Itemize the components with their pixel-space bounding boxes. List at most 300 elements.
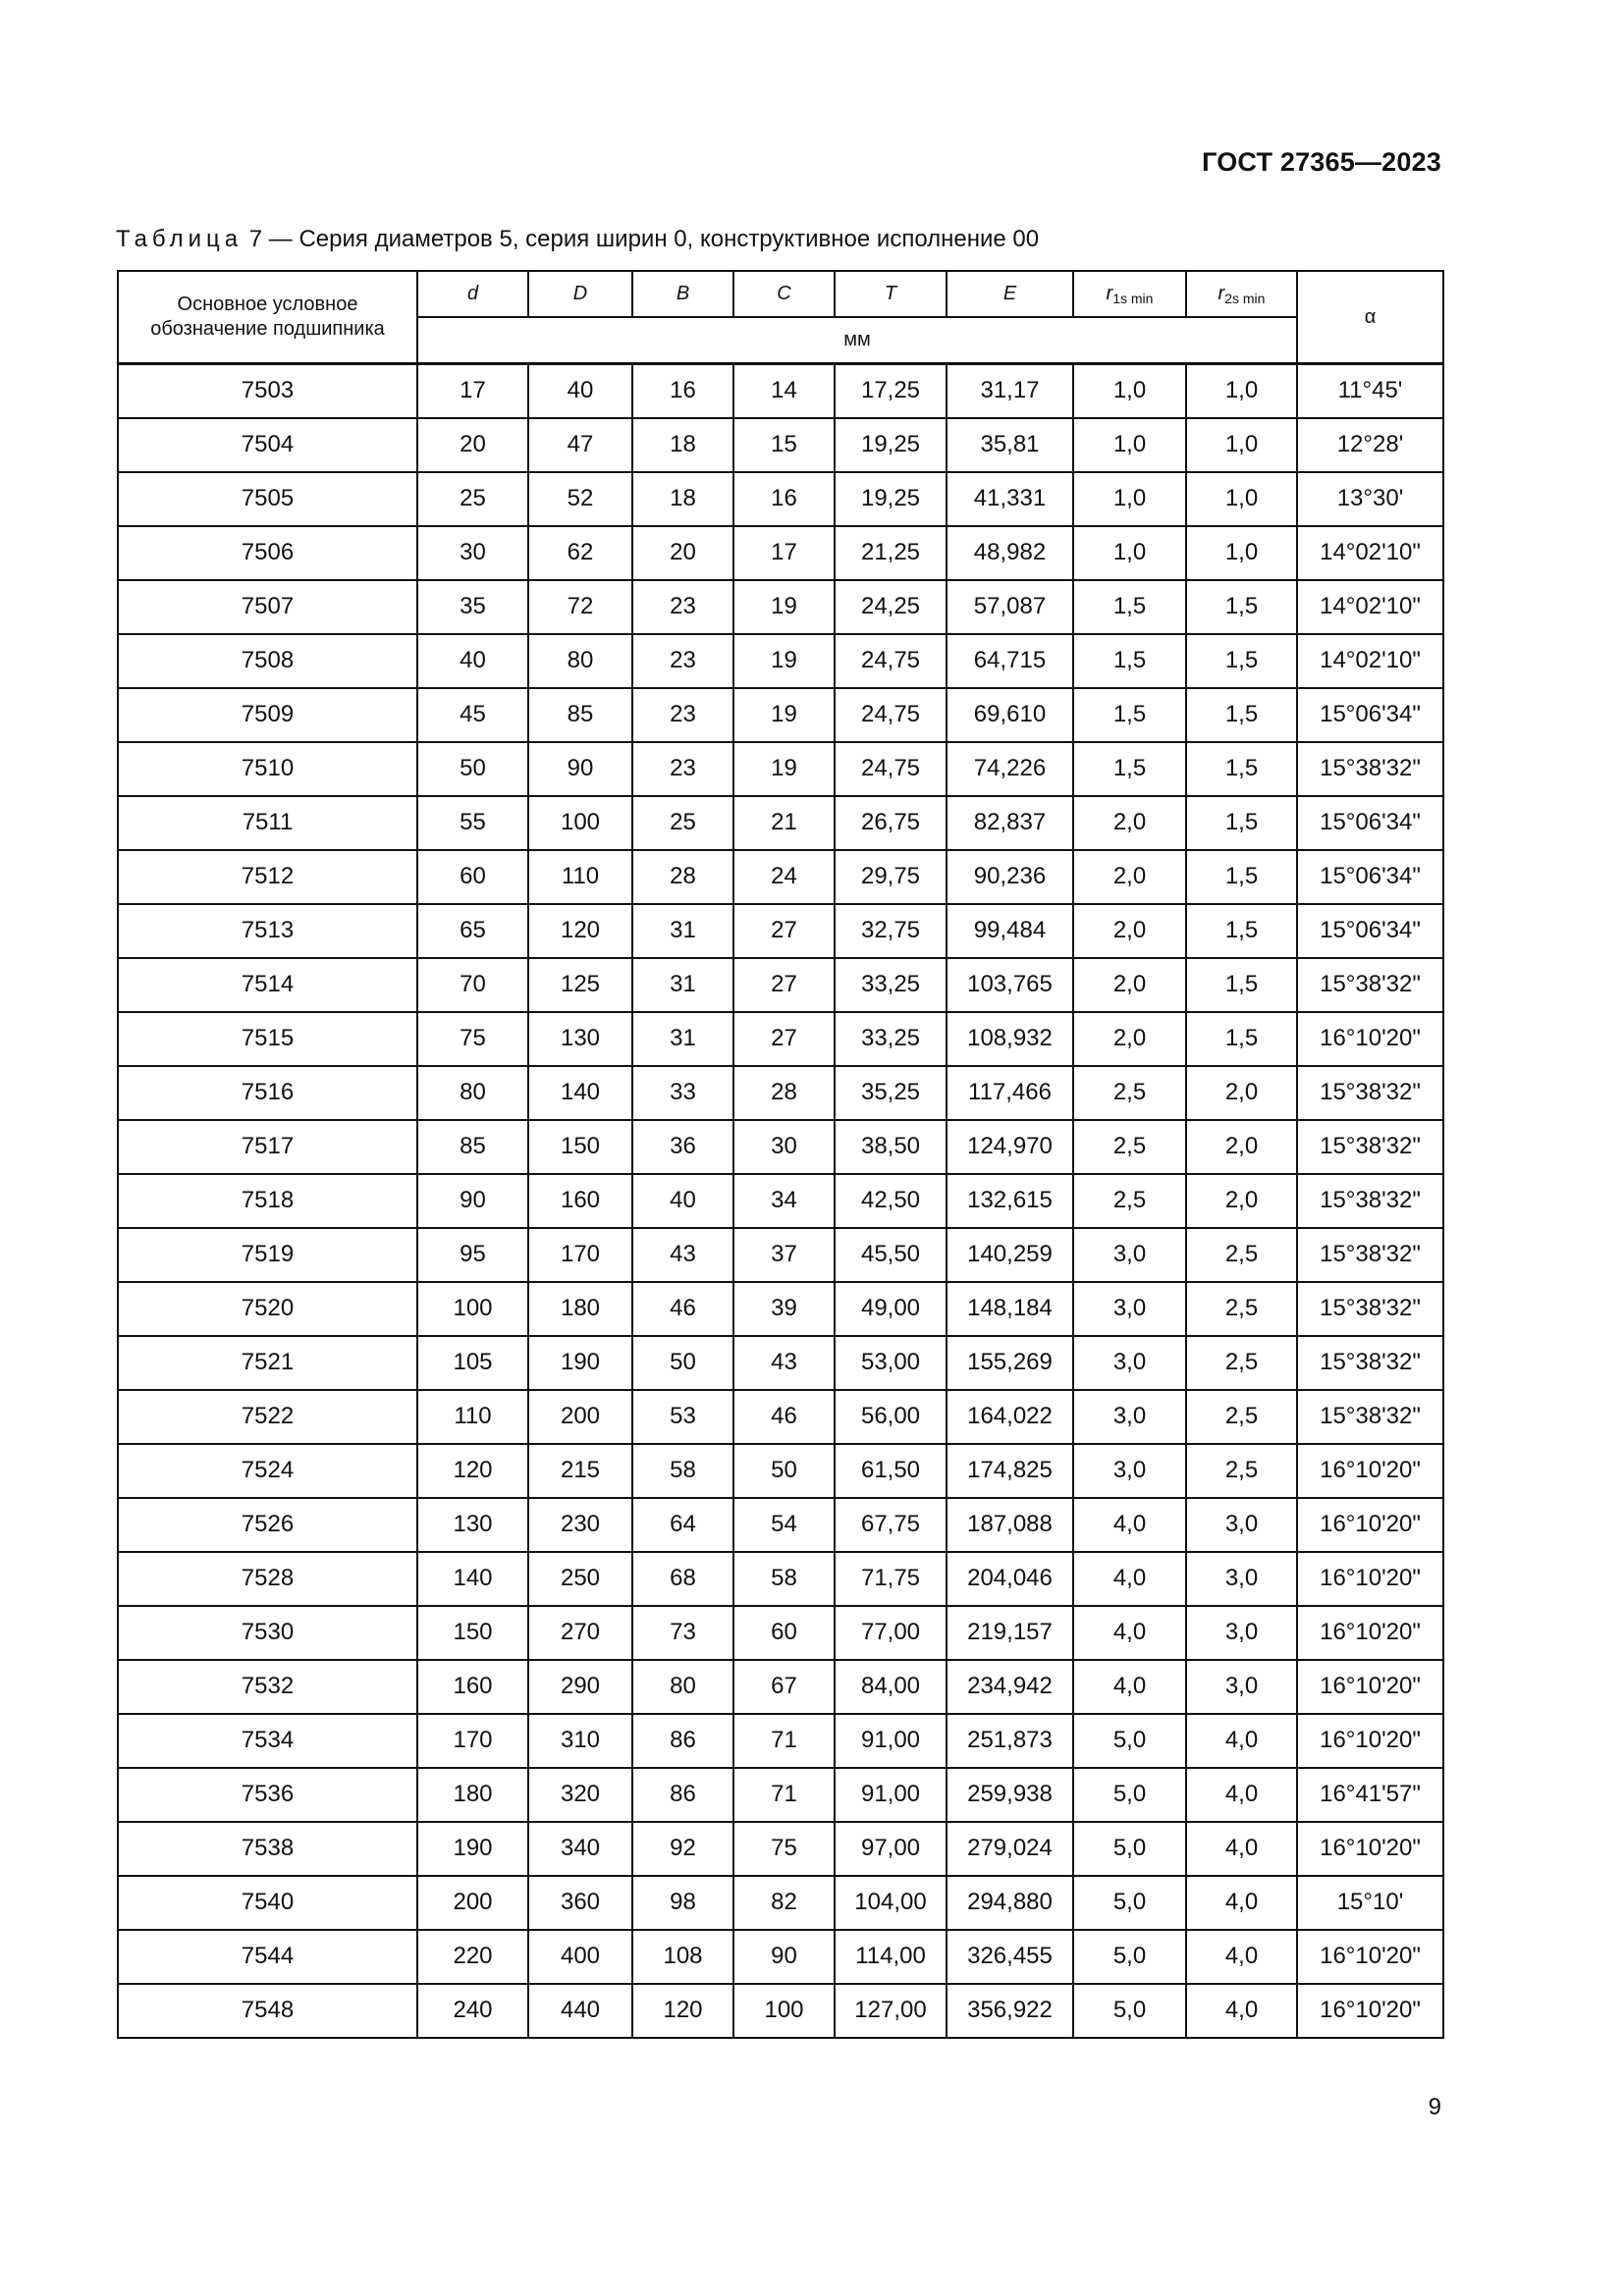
cell-C: 37 bbox=[733, 1228, 835, 1282]
cell-B: 50 bbox=[632, 1336, 733, 1390]
table-row bbox=[118, 364, 1443, 418]
cell-T: 21,25 bbox=[835, 526, 947, 580]
cell-E: 219,157 bbox=[947, 1606, 1073, 1660]
cell-C: 60 bbox=[733, 1606, 835, 1660]
cell-C: 27 bbox=[733, 1012, 835, 1066]
cell-D: 310 bbox=[528, 1714, 632, 1768]
cell-D: 90 bbox=[528, 742, 632, 796]
cell-D: 125 bbox=[528, 958, 632, 1012]
cell-D: 360 bbox=[528, 1876, 632, 1930]
cell-C: 16 bbox=[733, 472, 835, 526]
cell-B: 53 bbox=[632, 1390, 733, 1444]
cell-T: 33,25 bbox=[835, 958, 947, 1012]
table-row bbox=[118, 634, 1443, 688]
cell-r2s-min: 4,0 bbox=[1186, 1930, 1297, 1984]
cell-d: 50 bbox=[417, 742, 528, 796]
cell-C: 15 bbox=[733, 418, 835, 472]
header-E: E bbox=[947, 271, 1073, 317]
cell-designation: 7536 bbox=[118, 1768, 417, 1822]
cell-C: 19 bbox=[733, 580, 835, 634]
cell-d: 75 bbox=[417, 1012, 528, 1066]
table-row bbox=[118, 1444, 1443, 1498]
cell-C: 46 bbox=[733, 1390, 835, 1444]
cell-C: 67 bbox=[733, 1660, 835, 1714]
cell-C: 28 bbox=[733, 1066, 835, 1120]
cell-D: 100 bbox=[528, 796, 632, 850]
cell-designation: 7548 bbox=[118, 1984, 417, 2038]
cell-r1s-min: 1,0 bbox=[1073, 418, 1186, 472]
cell-d: 65 bbox=[417, 904, 528, 958]
cell-r1s-min: 2,5 bbox=[1073, 1066, 1186, 1120]
cell-d: 160 bbox=[417, 1660, 528, 1714]
cell-E: 31,17 bbox=[947, 364, 1073, 418]
cell-designation: 7512 bbox=[118, 850, 417, 904]
cell-d: 105 bbox=[417, 1336, 528, 1390]
cell-D: 47 bbox=[528, 418, 632, 472]
cell-T: 127,00 bbox=[835, 1984, 947, 2038]
cell-E: 204,046 bbox=[947, 1552, 1073, 1606]
cell-B: 31 bbox=[632, 958, 733, 1012]
cell-T: 53,00 bbox=[835, 1336, 947, 1390]
header-designation: Основное условное обозначение подшипника bbox=[118, 271, 417, 364]
cell-d: 17 bbox=[417, 364, 528, 418]
cell-r1s-min: 3,0 bbox=[1073, 1336, 1186, 1390]
table-row bbox=[118, 850, 1443, 904]
cell-d: 55 bbox=[417, 796, 528, 850]
cell-D: 52 bbox=[528, 472, 632, 526]
cell-r2s-min: 3,0 bbox=[1186, 1660, 1297, 1714]
cell-D: 85 bbox=[528, 688, 632, 742]
cell-designation: 7528 bbox=[118, 1552, 417, 1606]
cell-B: 20 bbox=[632, 526, 733, 580]
cell-r1s-min: 4,0 bbox=[1073, 1606, 1186, 1660]
cell-alpha: 15°38'32" bbox=[1297, 1282, 1443, 1336]
cell-alpha: 16°10'20" bbox=[1297, 1660, 1443, 1714]
table-row bbox=[118, 1606, 1443, 1660]
cell-alpha: 15°06'34" bbox=[1297, 850, 1443, 904]
table-row bbox=[118, 1714, 1443, 1768]
cell-E: 74,226 bbox=[947, 742, 1073, 796]
header-unit: мм bbox=[417, 317, 1297, 364]
cell-designation: 7508 bbox=[118, 634, 417, 688]
cell-T: 17,25 bbox=[835, 364, 947, 418]
cell-E: 90,236 bbox=[947, 850, 1073, 904]
cell-T: 77,00 bbox=[835, 1606, 947, 1660]
cell-C: 58 bbox=[733, 1552, 835, 1606]
table-row bbox=[118, 526, 1443, 580]
table-row bbox=[118, 1012, 1443, 1066]
cell-E: 117,466 bbox=[947, 1066, 1073, 1120]
cell-designation: 7513 bbox=[118, 904, 417, 958]
cell-E: 132,615 bbox=[947, 1174, 1073, 1228]
table-row bbox=[118, 742, 1443, 796]
cell-r2s-min: 4,0 bbox=[1186, 1714, 1297, 1768]
cell-E: 64,715 bbox=[947, 634, 1073, 688]
cell-r2s-min: 2,0 bbox=[1186, 1174, 1297, 1228]
cell-B: 23 bbox=[632, 634, 733, 688]
cell-B: 108 bbox=[632, 1930, 733, 1984]
bearing-dimensions-table bbox=[117, 270, 1444, 2039]
table-row bbox=[118, 688, 1443, 742]
cell-d: 140 bbox=[417, 1552, 528, 1606]
cell-D: 215 bbox=[528, 1444, 632, 1498]
cell-r2s-min: 3,0 bbox=[1186, 1552, 1297, 1606]
cell-r1s-min: 1,0 bbox=[1073, 364, 1186, 418]
cell-r2s-min: 1,0 bbox=[1186, 526, 1297, 580]
cell-r1s-min: 5,0 bbox=[1073, 1984, 1186, 2038]
cell-designation: 7530 bbox=[118, 1606, 417, 1660]
header-B: B bbox=[632, 271, 733, 317]
cell-B: 18 bbox=[632, 472, 733, 526]
cell-d: 220 bbox=[417, 1930, 528, 1984]
cell-E: 41,331 bbox=[947, 472, 1073, 526]
cell-r2s-min: 4,0 bbox=[1186, 1822, 1297, 1876]
cell-B: 28 bbox=[632, 850, 733, 904]
cell-E: 57,087 bbox=[947, 580, 1073, 634]
cell-alpha: 15°38'32" bbox=[1297, 1390, 1443, 1444]
cell-E: 164,022 bbox=[947, 1390, 1073, 1444]
cell-designation: 7521 bbox=[118, 1336, 417, 1390]
cell-r2s-min: 1,5 bbox=[1186, 904, 1297, 958]
cell-d: 130 bbox=[417, 1498, 528, 1552]
cell-E: 279,024 bbox=[947, 1822, 1073, 1876]
cell-alpha: 14°02'10" bbox=[1297, 580, 1443, 634]
table-caption-label: Таблица bbox=[116, 226, 244, 252]
cell-E: 155,269 bbox=[947, 1336, 1073, 1390]
cell-B: 25 bbox=[632, 796, 733, 850]
cell-B: 86 bbox=[632, 1768, 733, 1822]
header-r1s-min bbox=[1073, 271, 1186, 317]
table-caption-text: 7 — Серия диаметров 5, серия ширин 0, конструктивное исполнение 00 bbox=[248, 226, 1040, 252]
cell-r2s-min: 1,5 bbox=[1186, 850, 1297, 904]
cell-D: 80 bbox=[528, 634, 632, 688]
cell-B: 92 bbox=[632, 1822, 733, 1876]
table-row bbox=[118, 1930, 1443, 1984]
cell-designation: 7503 bbox=[118, 364, 417, 418]
cell-B: 33 bbox=[632, 1066, 733, 1120]
cell-r2s-min: 1,5 bbox=[1186, 958, 1297, 1012]
cell-C: 71 bbox=[733, 1714, 835, 1768]
cell-D: 62 bbox=[528, 526, 632, 580]
cell-T: 24,75 bbox=[835, 742, 947, 796]
cell-d: 85 bbox=[417, 1120, 528, 1174]
cell-T: 61,50 bbox=[835, 1444, 947, 1498]
cell-T: 114,00 bbox=[835, 1930, 947, 1984]
cell-D: 120 bbox=[528, 904, 632, 958]
cell-E: 326,455 bbox=[947, 1930, 1073, 1984]
cell-C: 71 bbox=[733, 1768, 835, 1822]
cell-designation: 7505 bbox=[118, 472, 417, 526]
cell-r2s-min: 2,5 bbox=[1186, 1282, 1297, 1336]
cell-d: 40 bbox=[417, 634, 528, 688]
header-r2s-min bbox=[1186, 271, 1297, 317]
cell-T: 91,00 bbox=[835, 1714, 947, 1768]
cell-C: 50 bbox=[733, 1444, 835, 1498]
cell-C: 54 bbox=[733, 1498, 835, 1552]
cell-alpha: 15°38'32" bbox=[1297, 1174, 1443, 1228]
cell-d: 60 bbox=[417, 850, 528, 904]
table-row bbox=[118, 1876, 1443, 1930]
cell-designation: 7534 bbox=[118, 1714, 417, 1768]
cell-r1s-min: 5,0 bbox=[1073, 1930, 1186, 1984]
cell-r1s-min: 2,0 bbox=[1073, 904, 1186, 958]
table-row bbox=[118, 418, 1443, 472]
cell-d: 70 bbox=[417, 958, 528, 1012]
cell-D: 72 bbox=[528, 580, 632, 634]
cell-r1s-min: 1,5 bbox=[1073, 742, 1186, 796]
table-row bbox=[118, 472, 1443, 526]
cell-designation: 7516 bbox=[118, 1066, 417, 1120]
cell-C: 27 bbox=[733, 958, 835, 1012]
cell-alpha: 16°10'20" bbox=[1297, 1984, 1443, 2038]
cell-r1s-min: 3,0 bbox=[1073, 1282, 1186, 1336]
cell-T: 38,50 bbox=[835, 1120, 947, 1174]
cell-r1s-min: 2,5 bbox=[1073, 1174, 1186, 1228]
cell-T: 24,25 bbox=[835, 580, 947, 634]
cell-alpha: 15°38'32" bbox=[1297, 1336, 1443, 1390]
cell-alpha: 16°41'57" bbox=[1297, 1768, 1443, 1822]
cell-D: 140 bbox=[528, 1066, 632, 1120]
cell-designation: 7504 bbox=[118, 418, 417, 472]
cell-T: 56,00 bbox=[835, 1390, 947, 1444]
cell-T: 67,75 bbox=[835, 1498, 947, 1552]
cell-r2s-min: 4,0 bbox=[1186, 1876, 1297, 1930]
cell-r2s-min: 3,0 bbox=[1186, 1498, 1297, 1552]
cell-B: 64 bbox=[632, 1498, 733, 1552]
cell-B: 36 bbox=[632, 1120, 733, 1174]
cell-D: 400 bbox=[528, 1930, 632, 1984]
cell-designation: 7540 bbox=[118, 1876, 417, 1930]
cell-D: 250 bbox=[528, 1552, 632, 1606]
cell-E: 234,942 bbox=[947, 1660, 1073, 1714]
cell-E: 103,765 bbox=[947, 958, 1073, 1012]
cell-r2s-min: 1,5 bbox=[1186, 796, 1297, 850]
table-row bbox=[118, 1822, 1443, 1876]
cell-d: 200 bbox=[417, 1876, 528, 1930]
cell-B: 98 bbox=[632, 1876, 733, 1930]
cell-alpha: 16°10'20" bbox=[1297, 1714, 1443, 1768]
cell-B: 80 bbox=[632, 1660, 733, 1714]
cell-r1s-min: 5,0 bbox=[1073, 1876, 1186, 1930]
cell-r1s-min: 5,0 bbox=[1073, 1822, 1186, 1876]
cell-E: 259,938 bbox=[947, 1768, 1073, 1822]
cell-B: 16 bbox=[632, 364, 733, 418]
header-T: T bbox=[835, 271, 947, 317]
cell-T: 45,50 bbox=[835, 1228, 947, 1282]
cell-r1s-min: 3,0 bbox=[1073, 1390, 1186, 1444]
cell-B: 23 bbox=[632, 688, 733, 742]
cell-T: 104,00 bbox=[835, 1876, 947, 1930]
cell-T: 42,50 bbox=[835, 1174, 947, 1228]
cell-designation: 7520 bbox=[118, 1282, 417, 1336]
table-row bbox=[118, 904, 1443, 958]
cell-E: 69,610 bbox=[947, 688, 1073, 742]
cell-D: 180 bbox=[528, 1282, 632, 1336]
cell-T: 32,75 bbox=[835, 904, 947, 958]
cell-D: 190 bbox=[528, 1336, 632, 1390]
cell-E: 174,825 bbox=[947, 1444, 1073, 1498]
cell-B: 23 bbox=[632, 580, 733, 634]
cell-r2s-min: 1,5 bbox=[1186, 580, 1297, 634]
header-r2s-subscript: 2s min bbox=[1224, 290, 1266, 306]
cell-r2s-min: 2,5 bbox=[1186, 1444, 1297, 1498]
table-row bbox=[118, 580, 1443, 634]
table-row bbox=[118, 1282, 1443, 1336]
header-D: D bbox=[528, 271, 632, 317]
cell-r1s-min: 1,5 bbox=[1073, 580, 1186, 634]
cell-d: 120 bbox=[417, 1444, 528, 1498]
cell-r1s-min: 3,0 bbox=[1073, 1444, 1186, 1498]
cell-r1s-min: 1,5 bbox=[1073, 634, 1186, 688]
cell-d: 90 bbox=[417, 1174, 528, 1228]
cell-B: 40 bbox=[632, 1174, 733, 1228]
cell-alpha: 16°10'20" bbox=[1297, 1822, 1443, 1876]
cell-B: 120 bbox=[632, 1984, 733, 2038]
cell-C: 24 bbox=[733, 850, 835, 904]
cell-E: 99,484 bbox=[947, 904, 1073, 958]
cell-d: 110 bbox=[417, 1390, 528, 1444]
cell-D: 40 bbox=[528, 364, 632, 418]
cell-alpha: 16°10'20" bbox=[1297, 1606, 1443, 1660]
cell-r1s-min: 5,0 bbox=[1073, 1768, 1186, 1822]
cell-D: 290 bbox=[528, 1660, 632, 1714]
cell-r2s-min: 4,0 bbox=[1186, 1768, 1297, 1822]
cell-T: 19,25 bbox=[835, 472, 947, 526]
cell-alpha: 14°02'10" bbox=[1297, 634, 1443, 688]
cell-d: 190 bbox=[417, 1822, 528, 1876]
cell-C: 90 bbox=[733, 1930, 835, 1984]
cell-T: 71,75 bbox=[835, 1552, 947, 1606]
cell-designation: 7514 bbox=[118, 958, 417, 1012]
cell-alpha: 16°10'20" bbox=[1297, 1552, 1443, 1606]
table-row bbox=[118, 1552, 1443, 1606]
cell-alpha: 16°10'20" bbox=[1297, 1498, 1443, 1552]
table-row bbox=[118, 796, 1443, 850]
cell-d: 80 bbox=[417, 1066, 528, 1120]
cell-d: 180 bbox=[417, 1768, 528, 1822]
cell-r2s-min: 1,5 bbox=[1186, 634, 1297, 688]
table-row bbox=[118, 1390, 1443, 1444]
cell-C: 75 bbox=[733, 1822, 835, 1876]
document-code: ГОСТ 27365—2023 bbox=[1202, 147, 1441, 177]
cell-designation: 7538 bbox=[118, 1822, 417, 1876]
cell-d: 240 bbox=[417, 1984, 528, 2038]
cell-E: 294,880 bbox=[947, 1876, 1073, 1930]
cell-d: 150 bbox=[417, 1606, 528, 1660]
cell-r2s-min: 2,5 bbox=[1186, 1336, 1297, 1390]
cell-C: 100 bbox=[733, 1984, 835, 2038]
cell-d: 35 bbox=[417, 580, 528, 634]
cell-B: 73 bbox=[632, 1606, 733, 1660]
table-row bbox=[118, 1174, 1443, 1228]
cell-D: 170 bbox=[528, 1228, 632, 1282]
header-r1s-subscript: 1s min bbox=[1112, 290, 1154, 306]
table-row bbox=[118, 1498, 1443, 1552]
cell-r1s-min: 2,0 bbox=[1073, 850, 1186, 904]
header-d: d bbox=[417, 271, 528, 317]
cell-D: 440 bbox=[528, 1984, 632, 2038]
cell-designation: 7506 bbox=[118, 526, 417, 580]
cell-B: 86 bbox=[632, 1714, 733, 1768]
cell-r1s-min: 4,0 bbox=[1073, 1660, 1186, 1714]
cell-C: 19 bbox=[733, 634, 835, 688]
cell-B: 18 bbox=[632, 418, 733, 472]
cell-designation: 7517 bbox=[118, 1120, 417, 1174]
cell-r1s-min: 2,5 bbox=[1073, 1120, 1186, 1174]
cell-alpha: 15°38'32" bbox=[1297, 1228, 1443, 1282]
cell-alpha: 15°38'32" bbox=[1297, 958, 1443, 1012]
cell-d: 45 bbox=[417, 688, 528, 742]
cell-D: 150 bbox=[528, 1120, 632, 1174]
header-alpha: α bbox=[1297, 271, 1443, 364]
cell-designation: 7509 bbox=[118, 688, 417, 742]
cell-T: 91,00 bbox=[835, 1768, 947, 1822]
cell-C: 82 bbox=[733, 1876, 835, 1930]
cell-designation: 7515 bbox=[118, 1012, 417, 1066]
table-row bbox=[118, 1768, 1443, 1822]
cell-T: 97,00 bbox=[835, 1822, 947, 1876]
cell-alpha: 15°06'34" bbox=[1297, 688, 1443, 742]
cell-r2s-min: 4,0 bbox=[1186, 1984, 1297, 2038]
cell-B: 46 bbox=[632, 1282, 733, 1336]
cell-alpha: 15°06'34" bbox=[1297, 796, 1443, 850]
cell-r2s-min: 1,0 bbox=[1186, 418, 1297, 472]
cell-D: 340 bbox=[528, 1822, 632, 1876]
cell-alpha: 16°10'20" bbox=[1297, 1930, 1443, 1984]
cell-C: 43 bbox=[733, 1336, 835, 1390]
cell-designation: 7544 bbox=[118, 1930, 417, 1984]
cell-d: 100 bbox=[417, 1282, 528, 1336]
table-row bbox=[118, 1228, 1443, 1282]
cell-T: 49,00 bbox=[835, 1282, 947, 1336]
cell-r2s-min: 1,5 bbox=[1186, 688, 1297, 742]
cell-T: 33,25 bbox=[835, 1012, 947, 1066]
table-row bbox=[118, 958, 1443, 1012]
cell-alpha: 16°10'20" bbox=[1297, 1012, 1443, 1066]
cell-C: 27 bbox=[733, 904, 835, 958]
cell-D: 160 bbox=[528, 1174, 632, 1228]
cell-r2s-min: 2,0 bbox=[1186, 1120, 1297, 1174]
table-caption bbox=[116, 226, 1039, 253]
cell-designation: 7522 bbox=[118, 1390, 417, 1444]
cell-designation: 7510 bbox=[118, 742, 417, 796]
cell-r1s-min: 5,0 bbox=[1073, 1714, 1186, 1768]
cell-B: 43 bbox=[632, 1228, 733, 1282]
cell-alpha: 15°38'32" bbox=[1297, 742, 1443, 796]
cell-B: 31 bbox=[632, 904, 733, 958]
table-body bbox=[118, 364, 1443, 2038]
cell-E: 251,873 bbox=[947, 1714, 1073, 1768]
cell-designation: 7526 bbox=[118, 1498, 417, 1552]
cell-designation: 7518 bbox=[118, 1174, 417, 1228]
cell-alpha: 14°02'10" bbox=[1297, 526, 1443, 580]
cell-r2s-min: 1,5 bbox=[1186, 1012, 1297, 1066]
cell-E: 356,922 bbox=[947, 1984, 1073, 2038]
cell-r1s-min: 1,0 bbox=[1073, 526, 1186, 580]
table-row bbox=[118, 1984, 1443, 2038]
cell-r1s-min: 2,0 bbox=[1073, 958, 1186, 1012]
header-r2s-base: r bbox=[1218, 282, 1225, 304]
cell-r1s-min: 2,0 bbox=[1073, 1012, 1186, 1066]
cell-d: 95 bbox=[417, 1228, 528, 1282]
cell-r1s-min: 1,5 bbox=[1073, 688, 1186, 742]
cell-C: 14 bbox=[733, 364, 835, 418]
cell-E: 82,837 bbox=[947, 796, 1073, 850]
cell-C: 19 bbox=[733, 688, 835, 742]
cell-C: 30 bbox=[733, 1120, 835, 1174]
table-row bbox=[118, 1660, 1443, 1714]
page-number: 9 bbox=[1428, 2094, 1441, 2120]
